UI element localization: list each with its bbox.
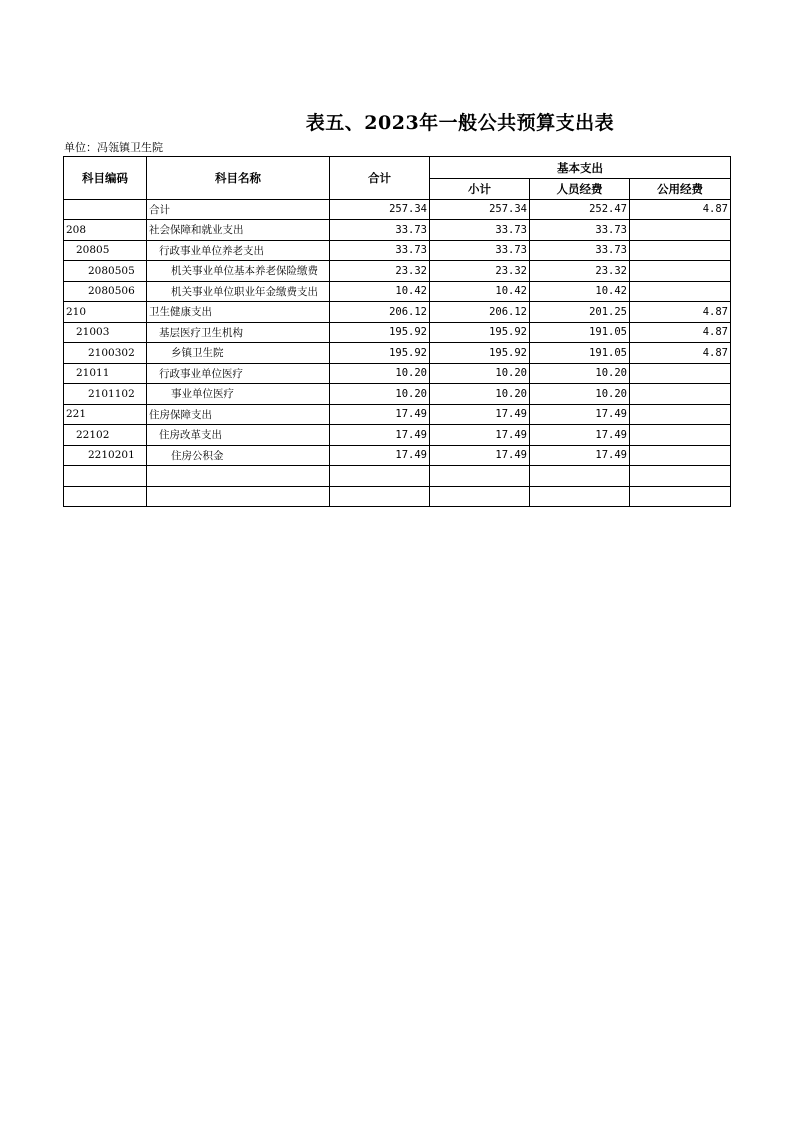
cell-public bbox=[630, 425, 731, 446]
cell-personnel: 33.73 bbox=[530, 240, 630, 261]
cell-public bbox=[630, 220, 731, 241]
cell-total: 17.49 bbox=[330, 404, 430, 425]
page-title: 表五、2023年一般公共预算支出表 bbox=[305, 112, 615, 134]
table-row bbox=[64, 343, 731, 364]
cell-subtotal: 10.42 bbox=[430, 281, 530, 302]
table-row bbox=[64, 384, 731, 405]
header-total: 合计 bbox=[330, 157, 430, 200]
cell-public bbox=[630, 404, 731, 425]
cell-subtotal: 33.73 bbox=[430, 240, 530, 261]
cell-total: 257.34 bbox=[330, 199, 430, 220]
cell-name: 社会保障和就业支出 bbox=[147, 220, 330, 241]
cell-name: 行政事业单位养老支出 bbox=[147, 240, 330, 261]
header-name: 科目名称 bbox=[147, 157, 330, 200]
cell-personnel: 17.49 bbox=[530, 445, 630, 466]
cell-personnel: 10.20 bbox=[530, 384, 630, 405]
cell-total: 195.92 bbox=[330, 343, 430, 364]
cell-subtotal: 23.32 bbox=[430, 261, 530, 282]
cell-total: 10.20 bbox=[330, 384, 430, 405]
cell-code: 21011 bbox=[64, 363, 147, 384]
cell-total: 10.42 bbox=[330, 281, 430, 302]
cell-code: 20805 bbox=[64, 240, 147, 261]
cell-total: 33.73 bbox=[330, 240, 430, 261]
cell-personnel: 201.25 bbox=[530, 302, 630, 323]
cell-code: 2100302 bbox=[64, 343, 147, 364]
table-row bbox=[64, 220, 731, 241]
cell-personnel bbox=[530, 486, 630, 507]
cell-public bbox=[630, 281, 731, 302]
cell-subtotal: 17.49 bbox=[430, 445, 530, 466]
cell-code: 2210201 bbox=[64, 445, 147, 466]
cell-total bbox=[330, 466, 430, 487]
cell-public bbox=[630, 240, 731, 261]
cell-public: 4.87 bbox=[630, 302, 731, 323]
unit-label: 单位：冯瓴镇卫生院 bbox=[64, 141, 163, 154]
cell-public bbox=[630, 261, 731, 282]
cell-personnel: 191.05 bbox=[530, 322, 630, 343]
cell-code: 208 bbox=[64, 220, 147, 241]
header-personnel: 人员经费 bbox=[530, 179, 630, 200]
cell-public: 4.87 bbox=[630, 343, 731, 364]
table-row bbox=[64, 322, 731, 343]
cell-public bbox=[630, 445, 731, 466]
table-row bbox=[64, 363, 731, 384]
cell-name: 行政事业单位医疗 bbox=[147, 363, 330, 384]
cell-public: 4.87 bbox=[630, 199, 731, 220]
cell-code bbox=[64, 466, 147, 487]
cell-name: 住房公积金 bbox=[147, 445, 330, 466]
cell-subtotal bbox=[430, 466, 530, 487]
table-row bbox=[64, 425, 731, 446]
cell-subtotal: 257.34 bbox=[430, 199, 530, 220]
cell-total: 195.92 bbox=[330, 322, 430, 343]
table-row bbox=[64, 445, 731, 466]
cell-name: 乡镇卫生院 bbox=[147, 343, 330, 364]
cell-subtotal: 17.49 bbox=[430, 425, 530, 446]
cell-personnel: 17.49 bbox=[530, 425, 630, 446]
cell-name: 合计 bbox=[147, 199, 330, 220]
budget-table bbox=[63, 156, 731, 507]
cell-public bbox=[630, 466, 731, 487]
cell-total: 17.49 bbox=[330, 445, 430, 466]
table-row bbox=[64, 240, 731, 261]
cell-code bbox=[64, 199, 147, 220]
cell-public bbox=[630, 486, 731, 507]
table-row bbox=[64, 199, 731, 220]
cell-code bbox=[64, 486, 147, 507]
table-row bbox=[64, 281, 731, 302]
table-row bbox=[64, 486, 731, 507]
cell-personnel bbox=[530, 466, 630, 487]
cell-code: 221 bbox=[64, 404, 147, 425]
cell-total: 23.32 bbox=[330, 261, 430, 282]
cell-personnel: 10.20 bbox=[530, 363, 630, 384]
cell-personnel: 191.05 bbox=[530, 343, 630, 364]
cell-name: 机关事业单位职业年金缴费支出 bbox=[147, 281, 330, 302]
cell-subtotal: 17.49 bbox=[430, 404, 530, 425]
cell-subtotal: 195.92 bbox=[430, 343, 530, 364]
cell-name: 机关事业单位基本养老保险缴费 bbox=[147, 261, 330, 282]
cell-name: 基层医疗卫生机构 bbox=[147, 322, 330, 343]
cell-code: 2080506 bbox=[64, 281, 147, 302]
cell-total: 17.49 bbox=[330, 425, 430, 446]
cell-name bbox=[147, 486, 330, 507]
table-row bbox=[64, 404, 731, 425]
cell-personnel: 10.42 bbox=[530, 281, 630, 302]
cell-name: 住房改革支出 bbox=[147, 425, 330, 446]
cell-code: 2080505 bbox=[64, 261, 147, 282]
cell-subtotal: 10.20 bbox=[430, 363, 530, 384]
cell-public: 4.87 bbox=[630, 322, 731, 343]
table-row bbox=[64, 261, 731, 282]
cell-subtotal: 206.12 bbox=[430, 302, 530, 323]
cell-code: 21003 bbox=[64, 322, 147, 343]
cell-name bbox=[147, 466, 330, 487]
cell-personnel: 17.49 bbox=[530, 404, 630, 425]
cell-code: 2101102 bbox=[64, 384, 147, 405]
cell-total: 10.20 bbox=[330, 363, 430, 384]
table-row bbox=[64, 302, 731, 323]
cell-subtotal: 33.73 bbox=[430, 220, 530, 241]
cell-personnel: 252.47 bbox=[530, 199, 630, 220]
cell-personnel: 33.73 bbox=[530, 220, 630, 241]
cell-public bbox=[630, 384, 731, 405]
cell-total: 206.12 bbox=[330, 302, 430, 323]
header-basic: 基本支出 bbox=[430, 157, 731, 179]
header-subtotal: 小计 bbox=[430, 179, 530, 200]
cell-code: 22102 bbox=[64, 425, 147, 446]
cell-subtotal: 195.92 bbox=[430, 322, 530, 343]
cell-code: 210 bbox=[64, 302, 147, 323]
cell-total bbox=[330, 486, 430, 507]
cell-name: 住房保障支出 bbox=[147, 404, 330, 425]
header-public: 公用经费 bbox=[630, 179, 731, 200]
cell-subtotal bbox=[430, 486, 530, 507]
table-body bbox=[64, 199, 731, 507]
cell-total: 33.73 bbox=[330, 220, 430, 241]
cell-public bbox=[630, 363, 731, 384]
cell-subtotal: 10.20 bbox=[430, 384, 530, 405]
header-code: 科目编码 bbox=[64, 157, 147, 200]
cell-name: 卫生健康支出 bbox=[147, 302, 330, 323]
table-row bbox=[64, 466, 731, 487]
cell-personnel: 23.32 bbox=[530, 261, 630, 282]
cell-name: 事业单位医疗 bbox=[147, 384, 330, 405]
